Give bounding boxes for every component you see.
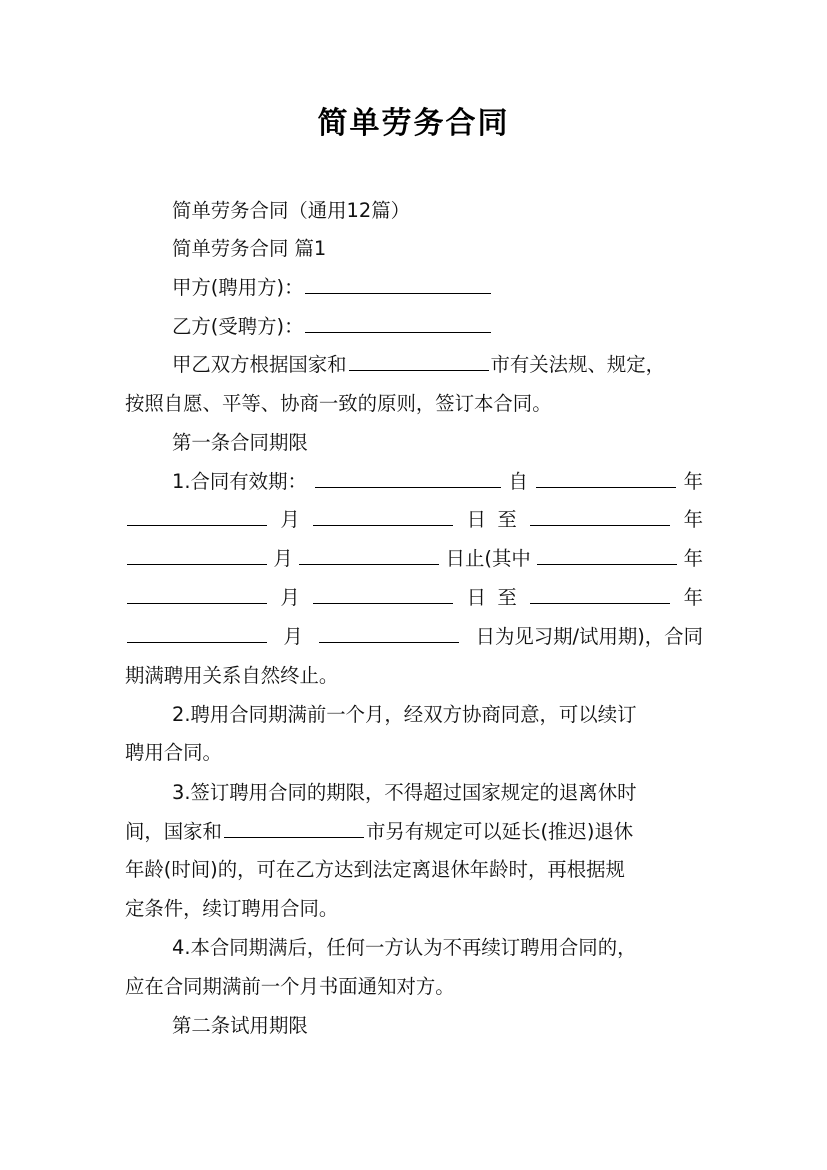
- validity-blank[interactable]: [315, 463, 501, 488]
- to-label: 至: [497, 508, 517, 531]
- clause-4-line-1: 4.本合同期满后，任何一方认为不再续订聘用合同的，: [172, 936, 637, 959]
- clause-2-line-1: 2.聘用合同期满前一个月，经双方协商同意，可以续订: [172, 703, 637, 726]
- intro-text-a: 甲乙双方根据国家和: [172, 353, 347, 376]
- month-label: 月: [280, 508, 300, 531]
- clause-3-text-b: 市另有规定可以延长(推迟)退休: [365, 820, 634, 843]
- end-month-blank[interactable]: [127, 540, 267, 565]
- intro-line-2: 按照自愿、平等、协商一致的原则，签订本合同。: [125, 392, 552, 415]
- section-1-title: 第一条合同期限: [172, 431, 308, 454]
- probation-end-label: 日为见习期/试用期)，合同: [475, 625, 703, 648]
- intro-line-1: [172, 346, 703, 384]
- clause-4-line-2: 应在合同期满前一个月书面通知对方。: [125, 975, 455, 998]
- probation-end-month-blank[interactable]: [127, 618, 267, 643]
- intro-text-b: 市有关法规、规定，: [490, 353, 666, 376]
- start-day-blank[interactable]: [313, 501, 453, 526]
- day-label: 日: [466, 508, 486, 531]
- clause-1-line-6: 期满聘用关系自然终止。: [125, 664, 339, 687]
- start-year-blank[interactable]: [536, 463, 676, 488]
- year-label: 年: [683, 470, 703, 493]
- party-b-blank[interactable]: [305, 308, 491, 333]
- clause-3-line-3: 年龄(时间)的，可在乙方达到法定离退休年龄时，再根据规: [125, 858, 625, 881]
- probation-start-month-blank[interactable]: [127, 579, 267, 604]
- party-a-blank[interactable]: [305, 269, 491, 294]
- end-year-blank[interactable]: [530, 501, 670, 526]
- clause-1-line-1: [172, 463, 703, 501]
- start-month-blank[interactable]: [127, 501, 267, 526]
- to-label: 至: [497, 586, 517, 609]
- clause-2-line-2: 聘用合同。: [125, 741, 222, 764]
- part-heading: 简单劳务合同 篇1: [172, 237, 327, 260]
- party-b-label: 乙方(受聘方)：: [172, 315, 304, 338]
- year-label: 年: [683, 508, 703, 531]
- clause-1-line-4: [125, 579, 703, 617]
- document-subtitle: 简单劳务合同（通用12篇）: [172, 199, 410, 222]
- day-label: 日: [466, 586, 486, 609]
- end-day-blank[interactable]: [299, 540, 439, 565]
- clause-3-line-2: [125, 813, 703, 851]
- document-title: 简单劳务合同: [317, 106, 510, 141]
- party-b-line: [172, 308, 703, 346]
- probation-end-year-blank[interactable]: [530, 579, 670, 604]
- day-end-label: 日止(其中: [445, 547, 531, 570]
- clause-1-line-2: [125, 501, 703, 539]
- city-blank-2[interactable]: [224, 813, 364, 838]
- probation-start-day-blank[interactable]: [313, 579, 453, 604]
- probation-end-day-blank[interactable]: [319, 618, 459, 643]
- city-blank-1[interactable]: [349, 346, 489, 371]
- month-label: 月: [273, 547, 293, 570]
- from-label: 自: [508, 470, 528, 493]
- month-label: 月: [280, 586, 300, 609]
- party-a-label: 甲方(聘用方)：: [172, 276, 304, 299]
- clause-3-text-a: 间，国家和: [125, 820, 222, 843]
- year-label: 年: [683, 547, 703, 570]
- clause-1-line-3: [125, 540, 703, 578]
- party-a-line: [172, 269, 703, 307]
- clause-3-line-4: 定条件，续订聘用合同。: [125, 897, 339, 920]
- section-2-title: 第二条试用期限: [172, 1014, 308, 1037]
- clause-1-label: 1.合同有效期：: [172, 470, 307, 493]
- year-label: 年: [683, 586, 703, 609]
- probation-start-year-blank[interactable]: [537, 540, 677, 565]
- month-label: 月: [283, 625, 303, 648]
- clause-1-line-5: [125, 618, 703, 656]
- clause-3-line-1: 3.签订聘用合同的期限，不得超过国家规定的退离休时: [172, 781, 637, 804]
